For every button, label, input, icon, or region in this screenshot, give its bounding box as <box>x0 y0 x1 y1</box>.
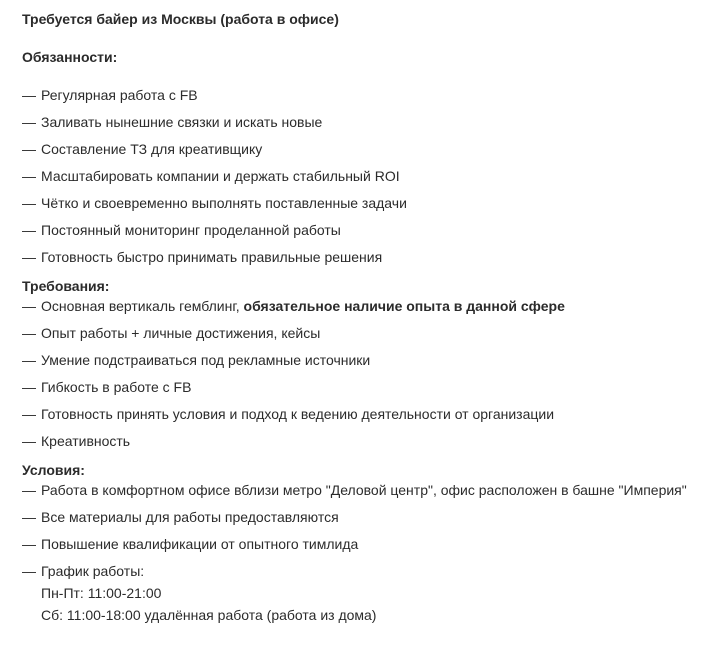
list-item: — График работы: <box>22 563 145 579</box>
list-item: — Все материалы для работы предоставляются <box>22 509 339 525</box>
dash-bullet: — <box>22 249 36 265</box>
dash-bullet: — <box>22 536 36 552</box>
list-item: — Готовность принять условия и подход к ведению деятельности от организации <box>22 406 555 422</box>
list-item: — Опыт работы + личные достижения, кейсы <box>22 325 321 341</box>
list-item: — Гибкость в работе с FB <box>22 379 192 395</box>
duties-list <box>22 86 722 275</box>
dash-bullet: — <box>22 379 36 395</box>
list-item: — Повышение квалификации от опытного тимлида <box>22 536 359 552</box>
duties-heading: Обязанности: <box>22 49 118 65</box>
schedule-saturday: Сб: 11:00-18:00 удалённая работа (работа из дома) <box>41 607 377 623</box>
schedule-weekdays: Пн-Пт: 11:00-21:00 <box>41 585 162 601</box>
requirements-list <box>22 297 722 459</box>
dash-bullet: — <box>22 482 36 498</box>
list-item: — Креативность <box>22 433 131 449</box>
dash-bullet: — <box>22 298 36 314</box>
dash-bullet: — <box>22 433 36 449</box>
list-item: — Масштабировать компании и держать стабильный ROI <box>22 168 400 184</box>
list-item: — Основная вертикаль гемблинг, обязательное наличие опыта в данной сфере <box>22 298 565 314</box>
list-item: — Регулярная работа с FB <box>22 87 198 103</box>
dash-bullet: — <box>22 195 36 211</box>
dash-bullet: — <box>22 509 36 525</box>
requirements-heading: Требования: <box>22 278 110 294</box>
job-post <box>22 10 722 628</box>
list-item: — Постоянный мониторинг проделанной работы <box>22 222 341 238</box>
job-title: Требуется байер из Москвы (работа в офисе) <box>22 11 339 27</box>
list-item: — Составление ТЗ для креативщику <box>22 141 263 157</box>
dash-bullet: — <box>22 352 36 368</box>
dash-bullet: — <box>22 141 36 157</box>
conditions-list <box>22 481 722 584</box>
dash-bullet: — <box>22 563 36 579</box>
dash-bullet: — <box>22 325 36 341</box>
emphasis-text: обязательное наличие опыта в данной сфере <box>243 298 565 314</box>
list-item: — Работа в комфортном офисе вблизи метро "Деловой центр", офис расположен в башне "Империя" <box>22 482 687 498</box>
dash-bullet: — <box>22 222 36 238</box>
list-item: — Чётко и своевременно выполнять поставленные задачи <box>22 195 407 211</box>
dash-bullet: — <box>22 406 36 422</box>
list-item: — Заливать нынешние связки и искать новые <box>22 114 323 130</box>
conditions-heading: Условия: <box>22 462 85 478</box>
list-item: — Готовность быстро принимать правильные решения <box>22 249 383 265</box>
dash-bullet: — <box>22 168 36 184</box>
dash-bullet: — <box>22 87 36 103</box>
list-item: — Умение подстраиваться под рекламные источники <box>22 352 371 368</box>
dash-bullet: — <box>22 114 36 130</box>
